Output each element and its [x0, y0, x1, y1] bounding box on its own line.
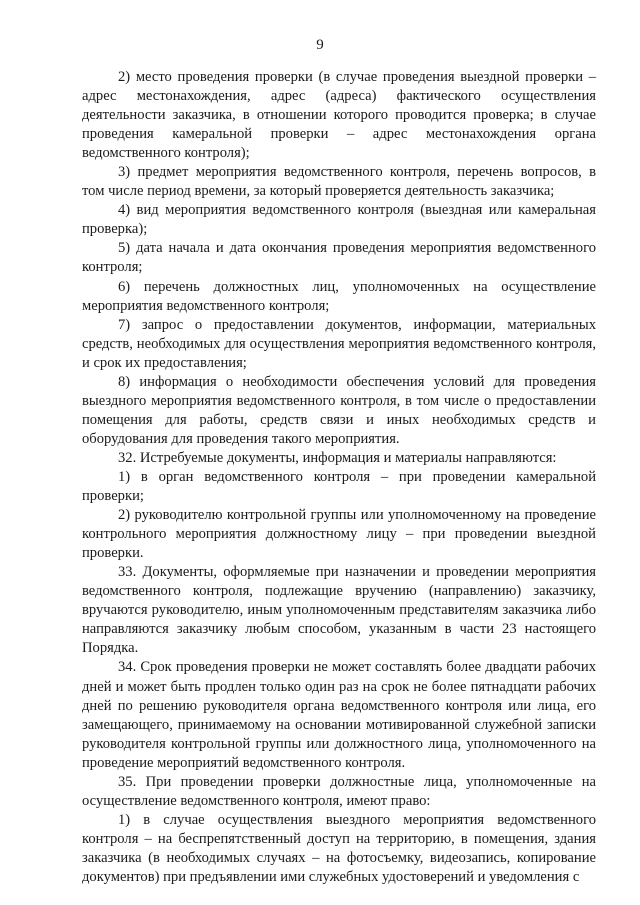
paragraph: 1) в орган ведомственного контроля – при проведении камеральной проверки;	[82, 468, 596, 505]
paragraph: 2) место проведения проверки (в случае проведения выездной проверки – адрес местонахождения, адрес (адреса) фактического осуществления деятельности заказчика, в отношении которого проводится проверка; в случае проведения камеральной проверки – адрес местонахождения органа ведомственного контроля);	[82, 69, 596, 162]
paragraph: 34. Срок проведения проверки не может составлять более двадцати рабочих дней и может быть продлен только один раз на срок не более пятнадцати рабочих дней по решению руководителя органа ведомственного контроля или лица, его замещающего, принимаемому на основании мотивированной служебной записки руководителя контрольной группы или должностного лица, уполномоченного на проведение мероприятий ведомственного контроля.	[82, 659, 596, 771]
document-body	[82, 68, 596, 887]
paragraph: 4) вид мероприятия ведомственного контроля (выездная или камеральная проверка);	[82, 202, 596, 238]
paragraph: 8) информация о необходимости обеспечения условий для проведения выездного мероприятия ведомственного контроля, в том числе о предоставлении помещения для работы, средств связи и иных необходимых средств и оборудования для проведения такого мероприятия.	[82, 373, 596, 447]
paragraph: 32. Истребуемые документы, информация и материалы направляются:	[118, 449, 557, 466]
paragraph: 7) запрос о предоставлении документов, информации, материальных средств, необходимых для осуществления мероприятия ведомственного контроля, и срок их предоставления;	[82, 316, 596, 371]
paragraph: 3) предмет мероприятия ведомственного контроля, перечень вопросов, в том числе период времени, за который проверяется деятельность заказчика;	[82, 164, 596, 200]
page-number: 9	[316, 37, 324, 53]
paragraph: 33. Документы, оформляемые при назначении и проведении мероприятия ведомственного контроля, подлежащие вручению (направлению) заказчику, вручаются руководителю, иным уполномоченным представителям заказчика либо направляются заказчику любым способом, указанным в части 23 настоящего Порядка.	[82, 564, 596, 657]
paragraph: 6) перечень должностных лиц, уполномоченных на осуществление мероприятия ведомственного контроля;	[82, 278, 596, 314]
paragraph: 35. При проведении проверки должностные лица, уполномоченные на осуществление ведомственного контроля, имеют право:	[82, 773, 596, 809]
paragraph: 1) в случае осуществления выездного мероприятия ведомственного контроля – на беспрепятственный доступ на территорию, в помещения, здания заказчика (в необходимых случаях – на фотосъемку, видеозапись, копирование документов) при предъявлении ими служебных удостоверений и уведомления с	[82, 811, 596, 885]
paragraph: 2) руководителю контрольной группы или уполномоченному на проведение контрольного мероприятия должностному лицу – при проведении выездной проверки.	[82, 507, 596, 562]
paragraph: 5) дата начала и дата окончания проведения мероприятия ведомственного контроля;	[82, 240, 596, 276]
